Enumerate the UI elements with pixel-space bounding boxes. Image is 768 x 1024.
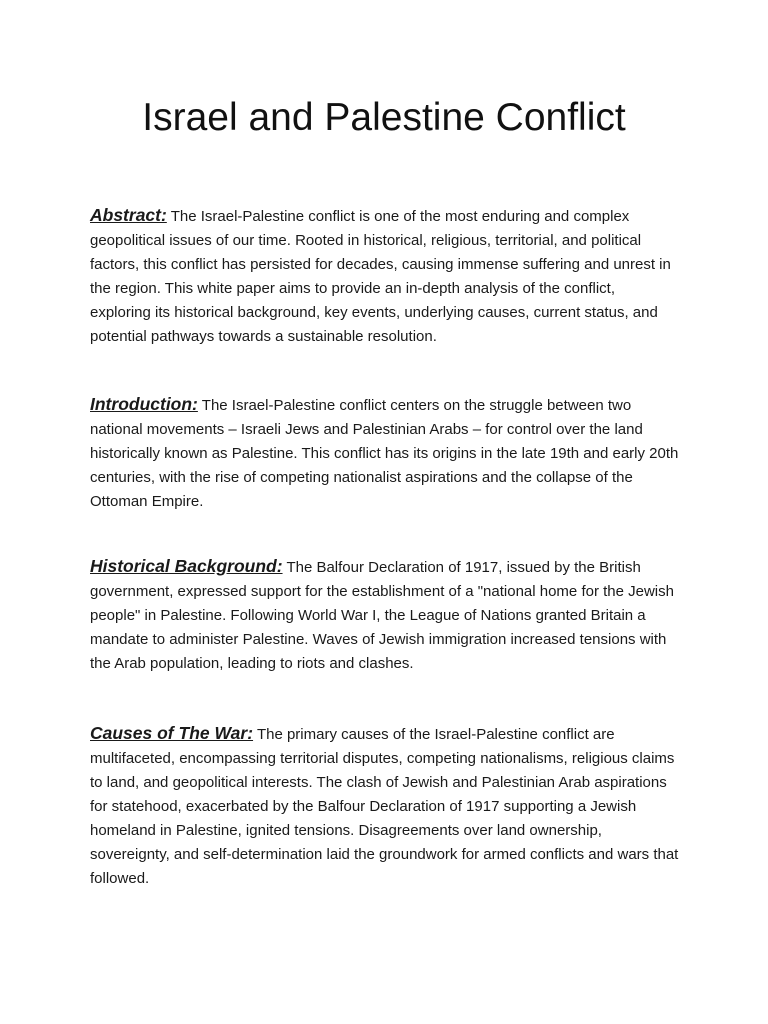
- section-body-causes-of-the-war: The primary causes of the Israel-Palestine conflict are multifaceted, encompassing territorial disputes, competing nationalisms, religious claims to land, and geopolitical interests. The clash of Jewish and Palestinian Arab aspirations for statehood, exacerbated by the Balfour Declaration of 1917 supporting a Jewish homeland in Palestine, ignited tensions. Disagreements over land ownership, sovereignty, and self-determination laid the groundwork for armed conflicts and wars that followed.: [90, 726, 679, 887]
- section-historical-background: [90, 554, 680, 676]
- section-heading-introduction: Introduction:: [90, 394, 198, 414]
- section-heading-causes-of-the-war: Causes of The War:: [90, 723, 254, 743]
- section-abstract: [90, 203, 680, 349]
- section-heading-abstract: Abstract:: [90, 205, 167, 225]
- section-body-introduction: The Israel-Palestine conflict centers on the struggle between two national movements – Israeli Jews and Palestinian Arabs – for control over the land historically known as Palestine. This conflict has its origins in the late 19th and early 20th centuries, with the rise of competing nationalist aspirations and the collapse of the Ottoman Empire.: [90, 397, 679, 510]
- section-causes-of-the-war: [90, 721, 680, 891]
- section-body-abstract: The Israel-Palestine conflict is one of the most enduring and complex geopolitical issues of our time. Rooted in historical, religious, territorial, and political factors, this conflict has persisted for decades, causing immense suffering and unrest in the region. This white paper aims to provide an in-depth analysis of the conflict, exploring its historical background, key events, underlying causes, current status, and potential pathways towards a sustainable resolution.: [90, 208, 671, 345]
- section-body-historical-background: The Balfour Declaration of 1917, issued by the British government, expressed support for the establishment of a "national home for the Jewish people" in Palestine. Following World War I, the League of Nations granted Britain a mandate to administer Palestine. Waves of Jewish immigration increased tensions with the Arab population, leading to riots and clashes.: [90, 559, 674, 672]
- section-heading-historical-background: Historical Background:: [90, 556, 283, 576]
- document-title: Israel and Palestine Conflict: [142, 96, 626, 139]
- section-introduction: [90, 392, 680, 514]
